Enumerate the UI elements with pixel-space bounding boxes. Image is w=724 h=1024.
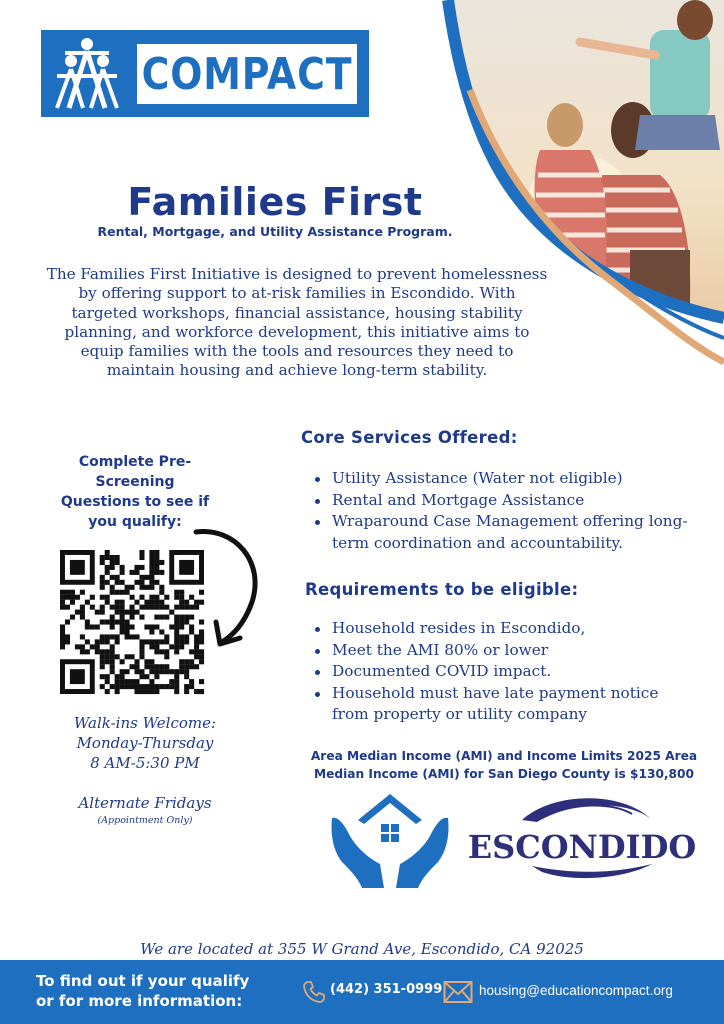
page-title: Families First [127, 180, 423, 224]
alternate-fridays: Alternate Fridays [78, 794, 212, 812]
phone-icon [302, 980, 326, 1004]
prescreen-line: Questions to see if [60, 494, 210, 510]
ami-note [300, 747, 708, 783]
page-subtitle: Rental, Mortgage, and Utility Assistance Program. [97, 224, 453, 239]
contact-footer [0, 960, 724, 1024]
requirements-list [304, 618, 704, 726]
house-hands-icon [328, 790, 452, 890]
intro-paragraph [22, 265, 572, 381]
intro-line: equip families with the tools and resources they need to [80, 342, 514, 361]
requirements-heading: Requirements to be eligible: [305, 580, 579, 599]
intro-line: The Families First Initiative is designed to prevent homelessness [46, 265, 548, 283]
list-item: Household must have late payment notice from property or utility company [332, 683, 682, 726]
email-address[interactable]: housing@educationcompact.org [479, 983, 673, 998]
list-item: Household resides in Escondido, [332, 618, 704, 640]
prescreen-line: Complete Pre- [78, 454, 192, 470]
footer-cta [36, 971, 286, 1011]
hours-line: Monday-Thursday [76, 734, 214, 752]
prescreen-line: Screening [95, 474, 175, 490]
list-item: Meet the AMI 80% or lower [332, 640, 704, 662]
list-item: Rental and Mortgage Assistance [332, 490, 704, 512]
qr-code[interactable] [60, 550, 204, 694]
prescreen-prompt [40, 452, 230, 532]
hours-line: Walk-ins Welcome: [73, 714, 217, 732]
cta-line: To find out if your qualify [36, 972, 250, 990]
hours-line: 8 AM-5:30 PM [90, 754, 200, 772]
cta-line: or for more information: [36, 992, 243, 1010]
intro-line: by offering support to at-risk families in Escondido. With [78, 284, 516, 303]
mail-icon [443, 980, 473, 1004]
list-item: Wraparound Case Management offering long-term coordination and accountability. [332, 511, 704, 554]
walkin-hours [40, 713, 250, 773]
list-item: Utility Assistance (Water not eligible) [332, 468, 704, 490]
people-icon [49, 36, 125, 112]
office-address: We are located at 355 W Grand Ave, Escondido, CA 92025 [140, 940, 584, 958]
escondido-wordmark: ESCONDIDO [467, 828, 697, 866]
logo-wordmark-box [137, 44, 357, 104]
ami-line: Median Income (AMI) for San Diego County is $130,800 [313, 767, 695, 781]
appointment-note: (Appointment Only) [97, 815, 193, 826]
core-services-list [304, 468, 704, 554]
ami-line: Area Median Income (AMI) and Income Limits 2025 Area [310, 749, 698, 763]
core-services-heading: Core Services Offered: [301, 428, 518, 447]
escondido-logo [467, 790, 697, 890]
list-item: Documented COVID impact. [332, 661, 704, 683]
prescreen-line: you qualify: [88, 514, 182, 530]
intro-line: maintain housing and achieve long-term stability. [106, 361, 488, 380]
intro-line: targeted workshops, financial assistance, housing stability [71, 303, 523, 322]
phone-number[interactable]: (442) 351-0999 [330, 982, 443, 997]
logo-wordmark: COMPACT [141, 48, 353, 100]
compact-logo [41, 30, 369, 117]
intro-line: planning, and workforce development, this initiative aims to [64, 322, 530, 341]
